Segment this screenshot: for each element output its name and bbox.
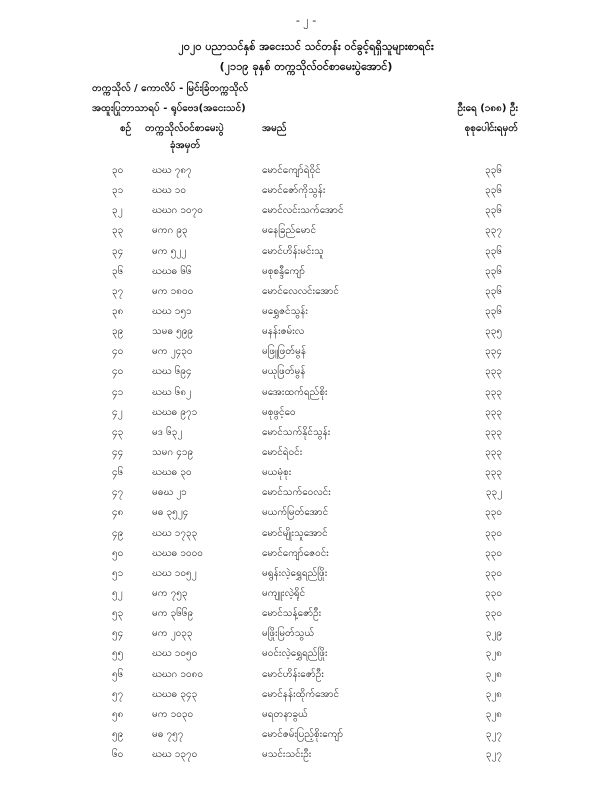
row-number: ၃၄ bbox=[112, 245, 124, 257]
row-roll-number: မက ၇၅၃ bbox=[152, 587, 188, 599]
row-roll-number: မဒ ၆၃၂ bbox=[152, 426, 183, 438]
row-score: ၃၃၃ bbox=[485, 406, 502, 418]
row-name: မကျူးလဲ့ရိုင် bbox=[262, 587, 306, 599]
row-number: ၆၀ bbox=[112, 749, 124, 761]
header-no: စဉ် bbox=[120, 123, 132, 134]
row-name: မရတနာခွယ် bbox=[262, 708, 308, 720]
row-score: ၃၃၃ bbox=[485, 446, 502, 458]
row-score: ၃၃၃ bbox=[485, 386, 502, 398]
row-score: ၃၃၃ bbox=[485, 467, 502, 479]
row-name: မအေးထက်ရည်စိုး bbox=[262, 386, 328, 398]
row-name: မောင်ဟိန်းမင်းသူ bbox=[262, 245, 324, 257]
table-row bbox=[0, 241, 612, 261]
row-number: ၄၆ bbox=[112, 467, 124, 479]
row-name: မရွှေဇင်သွန်း bbox=[262, 305, 308, 317]
row-roll-number: သမဂ ၄၁၉ bbox=[152, 446, 194, 458]
row-score: ၃၂၇ bbox=[485, 728, 502, 740]
row-name: မယက်မြတ်အောင် bbox=[262, 507, 329, 519]
row-name: မနန်းဇမ်းလ bbox=[262, 326, 305, 338]
row-name: မောင်လင်းသက်အောင် bbox=[262, 205, 344, 217]
table-row bbox=[0, 583, 612, 603]
row-number: ၄၃ bbox=[112, 426, 124, 438]
row-number: ၅၈ bbox=[112, 708, 124, 720]
row-number: ၅၉ bbox=[112, 728, 124, 740]
row-number: ၃၁ bbox=[112, 185, 124, 197]
row-roll-number: ဃဃ ၁၀ bbox=[152, 185, 186, 197]
row-roll-number: မကဂ ၉၃ bbox=[152, 225, 188, 237]
table-row bbox=[0, 502, 612, 522]
row-name: မောင်ကျော်ရဲဝိုင် bbox=[262, 165, 321, 176]
row-number: ၃၈ bbox=[112, 305, 124, 317]
table-row bbox=[0, 200, 612, 220]
row-roll-number: မဓဃ ၂၁ bbox=[152, 487, 187, 499]
row-name: မောင်ဇမ်းပြည့်စိုးကျော် bbox=[262, 728, 344, 740]
row-number: ၅၇ bbox=[112, 688, 124, 700]
row-score: ၃၂၉ bbox=[485, 628, 502, 640]
row-roll-number: ဃဃ ၆၉၄ bbox=[152, 366, 192, 378]
row-number: ၃၂ bbox=[112, 205, 123, 217]
row-name: မစုဖွင့်ဝေ bbox=[262, 406, 296, 418]
row-roll-number: ဃဃ ၆၈၂ bbox=[152, 386, 191, 398]
row-roll-number: ဃဃ ၁၃၇၀ bbox=[152, 749, 198, 761]
row-score: ၃၃၀ bbox=[485, 507, 502, 519]
header-roll: တက္ကသိုလ်ဝင်စာမေးပွဲ bbox=[145, 123, 224, 134]
row-score: ၃၂၈ bbox=[485, 708, 502, 720]
row-number: ၄၉ bbox=[112, 527, 124, 539]
table-row bbox=[0, 523, 612, 543]
row-number: ၅၅ bbox=[112, 648, 124, 660]
row-name: မစုစန္ဒီကျော် bbox=[262, 265, 306, 277]
row-name: မယမုံစုး bbox=[262, 467, 292, 479]
subject-line: အထူးပြုဘာသာရပ် - ရုပ်ဗေဒ(အငေးသင်) bbox=[92, 103, 246, 114]
row-name: မောင်သန့်ဇော်ဦး bbox=[262, 608, 322, 620]
row-score: ၃၃၀ bbox=[485, 547, 502, 559]
table-row bbox=[0, 563, 612, 583]
row-score: ၃၂၇ bbox=[485, 749, 502, 761]
row-score: ၃၃၀ bbox=[485, 527, 502, 539]
row-score: ၃၃၀ bbox=[485, 567, 502, 579]
table-row bbox=[0, 402, 612, 422]
row-score: ၃၃၆ bbox=[485, 205, 502, 217]
row-score: ၃၃၂ bbox=[485, 487, 502, 499]
row-number: ၄၀ bbox=[112, 346, 124, 358]
row-roll-number: မက ၂၀၃၃ bbox=[152, 628, 193, 640]
row-number: ၃၃ bbox=[112, 225, 124, 237]
table-row bbox=[0, 180, 612, 200]
row-name: မဝင်းလဲ့ရွှေရည်ဖြိုး bbox=[262, 648, 328, 660]
row-roll-number: မဓ ၇၅၇ bbox=[152, 728, 184, 740]
row-roll-number: ဃဃဓ ၃၄၃ bbox=[152, 688, 198, 700]
table-row bbox=[0, 462, 612, 482]
row-score: ၃၃၀ bbox=[485, 608, 502, 620]
row-roll-number: မက ၂၄၃၀ bbox=[152, 346, 193, 358]
row-roll-number: မက ၅၂၂ bbox=[152, 245, 187, 257]
row-number: ၅၆ bbox=[112, 668, 124, 680]
row-number: ၄၂ bbox=[112, 406, 123, 418]
row-roll-number: ဃဃ ၁၀၅၂ bbox=[152, 567, 197, 579]
table-row bbox=[0, 160, 612, 180]
table-row bbox=[0, 220, 612, 240]
row-score: ၃၃၃ bbox=[485, 366, 502, 378]
row-roll-number: မက ၁၀၃၀ bbox=[152, 708, 194, 720]
total-count: ဦးရေ (၁၈၈) ဦး bbox=[457, 103, 518, 114]
row-number: ၅၁ bbox=[112, 567, 124, 579]
table-row bbox=[0, 341, 612, 361]
row-score: ၃၃၃ bbox=[485, 426, 502, 438]
table-row bbox=[0, 623, 612, 643]
row-name: မောင်သက်ဝေလင်း bbox=[262, 487, 331, 499]
row-roll-number: ဃဃဓ ၁၀၀၀ bbox=[152, 547, 203, 559]
university-line: တက္ကသိုလ် / ကောလိပ် - မြင်းခြံတက္ကသိုလ် bbox=[92, 83, 249, 94]
row-roll-number: ဃဃဓ ၃၀ bbox=[152, 467, 192, 479]
row-roll-number: မက ၃၆၆၉ bbox=[152, 608, 194, 620]
table-row bbox=[0, 684, 612, 704]
table-row bbox=[0, 643, 612, 663]
table-row bbox=[0, 422, 612, 442]
row-number: ၄၀ bbox=[112, 366, 124, 378]
table-row bbox=[0, 321, 612, 341]
row-number: ၅၄ bbox=[112, 628, 124, 640]
row-score: ၃၃၆ bbox=[485, 185, 502, 197]
header-name: အမည် bbox=[262, 123, 287, 134]
row-number: ၅၀ bbox=[112, 547, 124, 559]
page-number: - ၂ - bbox=[295, 14, 317, 27]
row-score: ၃၃၆ bbox=[485, 285, 502, 297]
row-number: ၅၃ bbox=[112, 608, 124, 620]
row-name: မောင်နန်းထိုက်အောင် bbox=[262, 688, 340, 700]
row-number: ၄၄ bbox=[112, 446, 124, 458]
table-row bbox=[0, 704, 612, 724]
row-number: ၄၈ bbox=[112, 507, 124, 519]
table-row bbox=[0, 744, 612, 764]
row-number: ၄၁ bbox=[112, 386, 124, 398]
table-row bbox=[0, 482, 612, 502]
row-name: မောင်ရဲဝင်း bbox=[262, 446, 303, 458]
row-roll-number: ဃဃဂ ၁၀၇၀ bbox=[152, 205, 203, 217]
row-roll-number: ဃဃ ၇၈၇ bbox=[152, 165, 192, 176]
table-row bbox=[0, 603, 612, 623]
row-number: ၃၇ bbox=[112, 285, 124, 297]
table-row bbox=[0, 382, 612, 402]
row-score: ၃၃၄ bbox=[485, 346, 502, 358]
table-row bbox=[0, 361, 612, 381]
row-score: ၃၃၆ bbox=[485, 305, 502, 317]
document-subtitle: (၂၁၁၉ ခုနှစ် တက္ကသိုလ်ဝင်စာမေးပွဲအောင်) bbox=[219, 60, 393, 73]
row-score: ၃၂၈ bbox=[485, 688, 502, 700]
row-roll-number: ဃဃဓ ၉၇၁ bbox=[152, 406, 198, 418]
row-score: ၃၃၆ bbox=[485, 245, 502, 257]
row-name: မောင်ဇော်ကိုသွန်း bbox=[262, 185, 326, 197]
table-row bbox=[0, 664, 612, 684]
row-roll-number: မက ၁၈၀၀ bbox=[152, 285, 194, 297]
row-score: ၃၂၈ bbox=[485, 668, 502, 680]
row-roll-number: သမဓ ၅၉၉ bbox=[152, 326, 194, 338]
row-name: မောင်ဟိန်းဇော်ဦး bbox=[262, 668, 324, 680]
row-name: မသင်းသင်းဦး bbox=[262, 749, 312, 761]
row-score: ၃၂၈ bbox=[485, 648, 502, 660]
document-title: ၂၀၂၀ ပညာသင်နှစ် အငေးသင် သင်တန်း ဝင်ခွင့်ရရှိသူများစာရင်း bbox=[178, 40, 434, 53]
row-number: ၅၂ bbox=[112, 587, 123, 599]
row-name: မောင်မျိုးသူအောင် bbox=[262, 527, 328, 539]
row-number: ၃၆ bbox=[112, 265, 124, 277]
row-roll-number: ဃဃ ၁၇၃၃ bbox=[152, 527, 198, 539]
row-name: မဖြူဖြတ်မွန် bbox=[262, 346, 307, 358]
row-name: မဖြိုးမြတ်သွယ် bbox=[262, 628, 315, 640]
row-roll-number: မဓ ၃၅၂၄ bbox=[152, 507, 189, 519]
row-name: မောင်ကျော်ဇေဝင်း bbox=[262, 547, 329, 559]
header-roll-sub: ခုံအမှတ် bbox=[170, 140, 201, 151]
row-number: ၃၀ bbox=[112, 165, 124, 176]
row-roll-number: ဃဃ ၁၅၁ bbox=[152, 305, 192, 317]
table-row bbox=[0, 261, 612, 281]
row-name: မောင်လေလင်းအောင် bbox=[262, 285, 339, 297]
table-row bbox=[0, 724, 612, 744]
table-row bbox=[0, 442, 612, 462]
row-number: ၃၉ bbox=[112, 326, 124, 338]
row-score: ၃၃၅ bbox=[485, 326, 502, 338]
row-name: မယုဖြတ်မွန် bbox=[262, 366, 306, 378]
row-roll-number: ဃဃ ၁၀၅၀ bbox=[152, 648, 198, 660]
table-row bbox=[0, 301, 612, 321]
row-score: ၃၃၇ bbox=[485, 225, 502, 237]
row-roll-number: ဃဃဂ ၁၀၈၀ bbox=[152, 668, 203, 680]
row-name: မောင်သက်နိုင်သွန်း bbox=[262, 426, 331, 438]
results-table bbox=[0, 160, 612, 764]
row-number: ၄၇ bbox=[112, 487, 124, 499]
table-row bbox=[0, 281, 612, 301]
table-row bbox=[0, 543, 612, 563]
row-score: ၃၃၆ bbox=[485, 165, 502, 176]
header-score: စုစုပေါင်းရမှတ် bbox=[464, 123, 518, 134]
row-name: မနေခြည်မောင် bbox=[262, 225, 317, 237]
row-roll-number: ဃဃဓ ၆၆ bbox=[152, 265, 192, 277]
row-name: မရွန်းလဲ့ရွှေရည်ဖြိုး bbox=[262, 567, 328, 579]
row-score: ၃၃၆ bbox=[485, 265, 502, 277]
row-score: ၃၃၀ bbox=[485, 587, 502, 599]
